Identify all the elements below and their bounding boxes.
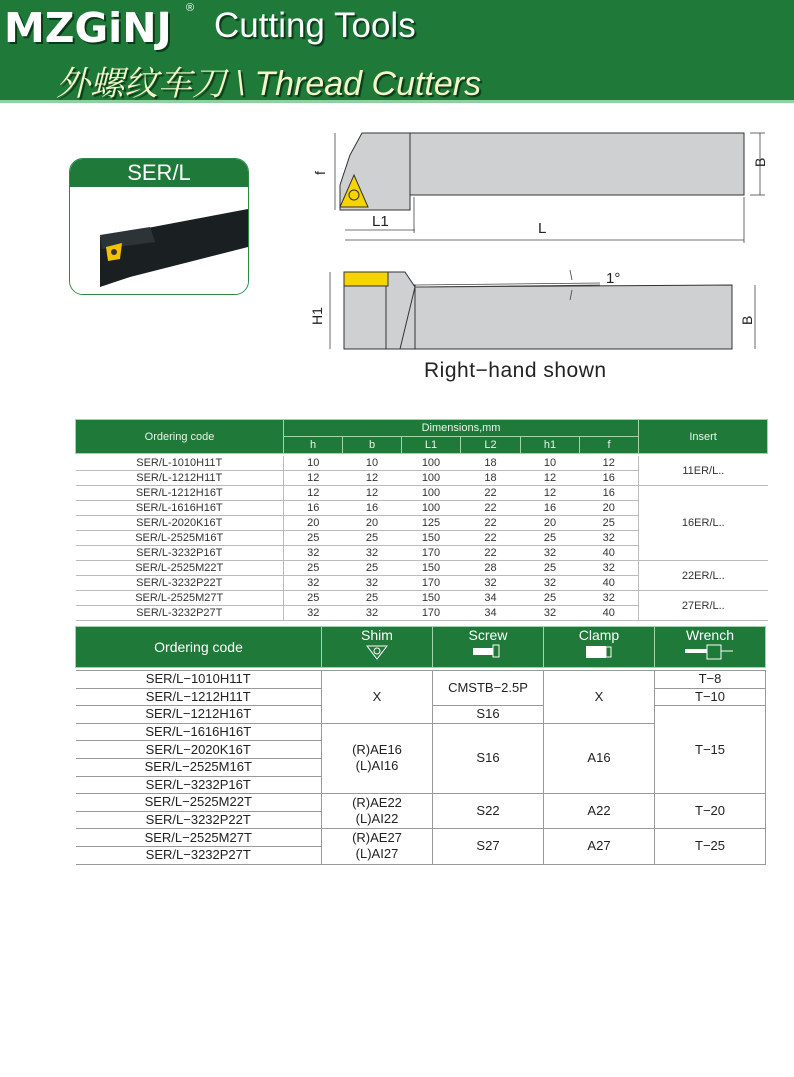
ordering-code: SER/L−1212H16T xyxy=(76,706,322,724)
screw-icon xyxy=(471,644,505,658)
dimension-column-l2: L2 xyxy=(461,437,521,454)
insert-cell: 27ER/L.. xyxy=(639,591,768,621)
dimension-l2: 22 xyxy=(461,531,521,546)
ordering-code: SER/L−3232P16T xyxy=(76,776,322,794)
dimension-b: 32 xyxy=(343,606,402,621)
table-row xyxy=(76,561,768,576)
ordering-code-header: Ordering code xyxy=(76,420,284,454)
wrench-header-label: Wrench xyxy=(686,627,734,643)
wrench-cell: T−25 xyxy=(655,829,766,864)
ordering-code: SER/L-3232P22T xyxy=(76,576,284,591)
dimension-column-h: h xyxy=(284,437,343,454)
ordering-code: SER/L-2525M22T xyxy=(76,561,284,576)
screw-cell: S16 xyxy=(433,706,544,724)
dimension-h1: 16 xyxy=(521,501,580,516)
dimension-f: 16 xyxy=(580,471,639,486)
dimension-l2: 34 xyxy=(461,606,521,621)
dimension-h1: 25 xyxy=(521,531,580,546)
screw-cell: S22 xyxy=(433,794,544,829)
dimension-h1: 32 xyxy=(521,546,580,561)
dimension-b: 10 xyxy=(343,456,402,471)
table-row xyxy=(76,591,768,606)
angle-label: 1° xyxy=(606,270,621,287)
clamp-cell: A16 xyxy=(544,723,655,793)
dimension-b: 32 xyxy=(343,576,402,591)
dimension-b: 25 xyxy=(343,591,402,606)
dimension-h: 32 xyxy=(284,576,343,591)
shim-cell: (R)AE27 (L)AI27 xyxy=(322,829,433,864)
ordering-code: SER/L-1212H11T xyxy=(76,471,284,486)
ordering-code: SER/L−2525M16T xyxy=(76,758,322,776)
dimension-b: 16 xyxy=(343,501,402,516)
table-row xyxy=(76,486,768,501)
dimension-l1: 100 xyxy=(402,486,461,501)
clamp-cell: X xyxy=(544,671,655,724)
dimensions-table xyxy=(75,419,768,621)
screw-header-label: Screw xyxy=(468,627,508,643)
dimension-h: 32 xyxy=(284,606,343,621)
screw-cell: S27 xyxy=(433,829,544,864)
dim-B-side-label: B xyxy=(739,315,755,325)
ordering-code: SER/L-2525M16T xyxy=(76,531,284,546)
dimension-b: 12 xyxy=(343,486,402,501)
dimension-h: 25 xyxy=(284,561,343,576)
dimension-f: 32 xyxy=(580,531,639,546)
shim-header-label: Shim xyxy=(361,627,393,643)
insert-cell: 16ER/L.. xyxy=(639,486,768,561)
dim-f-label: f xyxy=(312,171,328,175)
dimension-l2: 28 xyxy=(461,561,521,576)
ordering-code: SER/L−3232P22T xyxy=(76,811,322,829)
dimension-l1: 170 xyxy=(402,606,461,621)
dim-H1-label: H1 xyxy=(309,307,325,325)
dimension-h: 32 xyxy=(284,546,343,561)
table-row xyxy=(76,671,766,689)
shim-header xyxy=(322,627,433,668)
screw-cell: CMSTB−2.5P xyxy=(433,671,544,706)
page-subtitle: 外螺纹车刀 \ Thread Cutters xyxy=(56,65,482,103)
product-photo-card xyxy=(69,158,249,295)
shim-cell: (R)AE16 (L)AI16 xyxy=(322,723,433,793)
dimension-h: 10 xyxy=(284,456,343,471)
dimension-column-l1: L1 xyxy=(402,437,461,454)
dimension-f: 32 xyxy=(580,561,639,576)
ordering-code: SER/L−2525M27T xyxy=(76,829,322,847)
dimension-h1: 12 xyxy=(521,486,580,501)
ordering-code: SER/L−3232P27T xyxy=(76,846,322,864)
dimension-f: 20 xyxy=(580,501,639,516)
dimension-l1: 100 xyxy=(402,456,461,471)
dimension-b: 25 xyxy=(343,561,402,576)
ordering-code: SER/L-2525M27T xyxy=(76,591,284,606)
dimension-h: 16 xyxy=(284,501,343,516)
dimension-l2: 22 xyxy=(461,486,521,501)
dimension-f: 12 xyxy=(580,456,639,471)
shim-cell: X xyxy=(322,671,433,724)
clamp-cell: A22 xyxy=(544,794,655,829)
dimension-l2: 22 xyxy=(461,516,521,531)
dimension-f: 32 xyxy=(580,591,639,606)
dimension-h1: 20 xyxy=(521,516,580,531)
table-row xyxy=(76,794,766,812)
wrench-cell: T−8 xyxy=(655,671,766,689)
ordering-code: SER/L−1010H11T xyxy=(76,671,322,689)
clamp-icon xyxy=(582,644,616,660)
dimension-h: 20 xyxy=(284,516,343,531)
ordering-code: SER/L-1616H16T xyxy=(76,501,284,516)
dimension-h1: 32 xyxy=(521,576,580,591)
dimension-f: 40 xyxy=(580,606,639,621)
dimension-b: 20 xyxy=(343,516,402,531)
page-title: Cutting Tools xyxy=(214,6,416,45)
dimension-l1: 170 xyxy=(402,546,461,561)
dimension-h1: 25 xyxy=(521,591,580,606)
dimension-l2: 18 xyxy=(461,456,521,471)
tool-photo-image xyxy=(70,187,248,294)
dimension-column-f: f xyxy=(580,437,639,454)
dimension-l1: 150 xyxy=(402,591,461,606)
parts-table xyxy=(75,626,766,865)
dimension-h: 12 xyxy=(284,471,343,486)
dimension-h1: 10 xyxy=(521,456,580,471)
dim-B-top-label: B xyxy=(752,157,768,167)
dimension-l2: 18 xyxy=(461,471,521,486)
header-banner xyxy=(0,0,794,103)
dimension-column-h1: h1 xyxy=(521,437,580,454)
screw-header xyxy=(433,627,544,668)
clamp-cell: A27 xyxy=(544,829,655,864)
dimension-l1: 100 xyxy=(402,471,461,486)
wrench-header xyxy=(655,627,766,668)
dimension-l1: 125 xyxy=(402,516,461,531)
dimension-h: 25 xyxy=(284,531,343,546)
dimension-b: 12 xyxy=(343,471,402,486)
insert-header: Insert xyxy=(639,420,768,454)
ordering-code: SER/L-3232P16T xyxy=(76,546,284,561)
dimension-f: 25 xyxy=(580,516,639,531)
ordering-code: SER/L-3232P27T xyxy=(76,606,284,621)
dimension-h: 12 xyxy=(284,486,343,501)
ordering-code: SER/L−1616H16T xyxy=(76,723,322,741)
shim-cell: (R)AE22 (L)AI22 xyxy=(322,794,433,829)
registered-mark: ® xyxy=(186,2,195,14)
dimension-h1: 32 xyxy=(521,606,580,621)
drawing-caption: Right−hand shown xyxy=(424,359,607,382)
shim-icon xyxy=(364,644,390,660)
dimension-b: 25 xyxy=(343,531,402,546)
dimension-h1: 12 xyxy=(521,471,580,486)
dimension-l1: 150 xyxy=(402,531,461,546)
dimension-f: 40 xyxy=(580,546,639,561)
dimension-l2: 34 xyxy=(461,591,521,606)
ordering-code: SER/L−1212H11T xyxy=(76,688,322,706)
dimension-f: 40 xyxy=(580,576,639,591)
ordering-code-header: Ordering code xyxy=(76,627,322,668)
dimension-column-b: b xyxy=(343,437,402,454)
wrench-icon xyxy=(683,644,737,660)
ordering-code: SER/L-1010H11T xyxy=(76,456,284,471)
dimension-l1: 100 xyxy=(402,501,461,516)
ordering-code: SER/L−2020K16T xyxy=(76,741,322,759)
ordering-code: SER/L−2525M22T xyxy=(76,794,322,812)
product-code: SER/L xyxy=(70,159,248,187)
dimension-h: 25 xyxy=(284,591,343,606)
clamp-header xyxy=(544,627,655,668)
insert-cell: 22ER/L.. xyxy=(639,561,768,591)
dimension-h1: 25 xyxy=(521,561,580,576)
dim-L-label: L xyxy=(538,220,547,237)
dim-L1-label: L1 xyxy=(372,213,389,230)
wrench-cell: T−10 xyxy=(655,688,766,706)
dimension-l2: 22 xyxy=(461,546,521,561)
insert-cell: 11ER/L.. xyxy=(639,456,768,486)
wrench-cell: T−20 xyxy=(655,794,766,829)
screw-cell: S16 xyxy=(433,723,544,793)
dimension-l2: 22 xyxy=(461,501,521,516)
clamp-header-label: Clamp xyxy=(578,627,620,643)
ordering-code: SER/L-1212H16T xyxy=(76,486,284,501)
dimension-f: 16 xyxy=(580,486,639,501)
insert-side-icon xyxy=(344,272,388,286)
wrench-cell: T−15 xyxy=(655,706,766,794)
technical-drawing xyxy=(300,125,770,355)
dimension-l1: 170 xyxy=(402,576,461,591)
ordering-code: SER/L-2020K16T xyxy=(76,516,284,531)
dimension-l2: 32 xyxy=(461,576,521,591)
brand-logo: MZGiNJ xyxy=(4,4,172,52)
dimension-l1: 150 xyxy=(402,561,461,576)
dimensions-header: Dimensions,mm xyxy=(284,420,639,437)
table-row xyxy=(76,829,766,847)
table-row xyxy=(76,456,768,471)
dimension-b: 32 xyxy=(343,546,402,561)
